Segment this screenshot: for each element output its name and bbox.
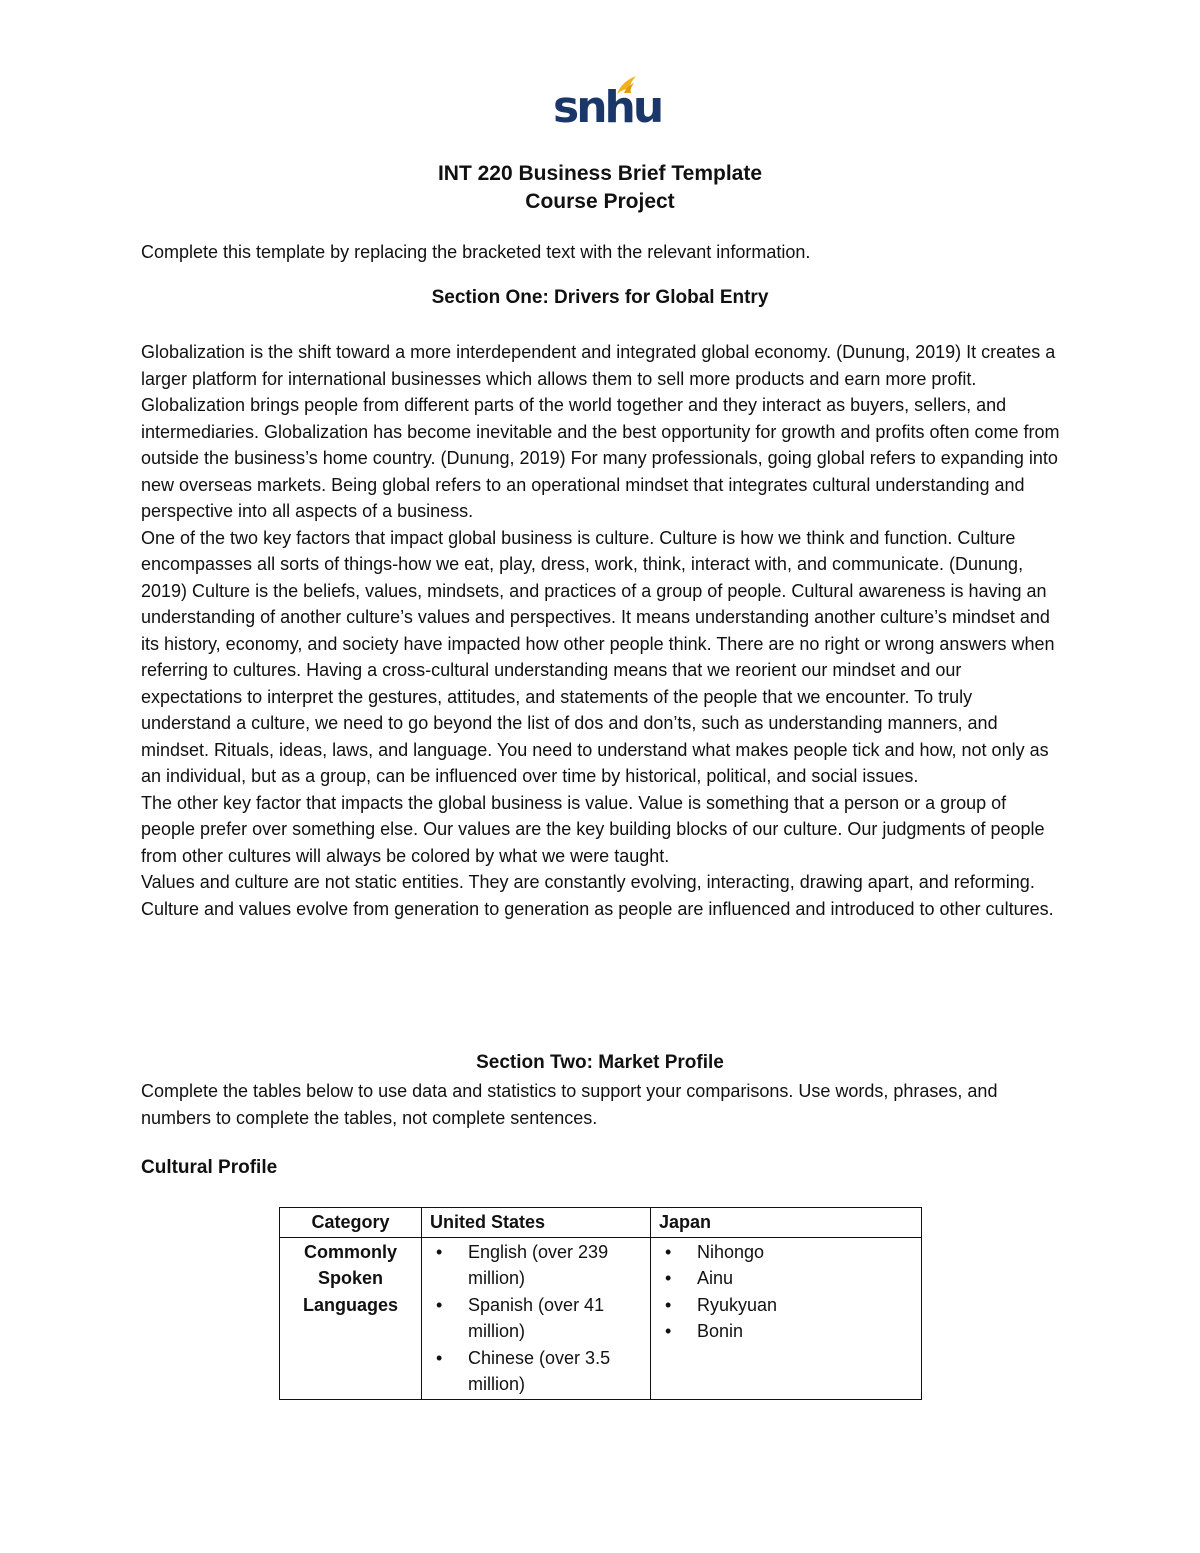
document-subtitle: Course Project (525, 190, 675, 213)
category-cell: Commonly Spoken Languages (280, 1237, 422, 1399)
list-item: • English (over 239 million) (430, 1239, 642, 1292)
list-item: • Spanish (over 41 million) (430, 1292, 642, 1345)
section-two-heading: Section Two: Market Profile (476, 1052, 724, 1073)
list-item: • Nihongo (659, 1239, 913, 1266)
list-item: • Chinese (over 3.5 million) (430, 1345, 642, 1398)
paragraph-culture: One of the two key factors that impact global business is culture. Culture is how we think and function. Culture encompasses all sorts of things-how we eat, play, dress, work, think, interact with, and communicate. (Dunung, 2019) Culture is the beliefs, values, mindsets, and practices of a group of people. Cultural awareness is having an understanding of another culture’s values and perspectives. It means understanding another culture’s mindset and its history, economy, and society have impacted how other people think. There are no right or wrong answers when referring to cultures. Having a cross-cultural understanding means that we reorient our mindset and our expectations to interpret the gestures, attitudes, and statements of the people that we encounter. To truly understand a culture, we need to go beyond the list of dos and don’ts, such as understanding manners, and mindset. Rituals, ideas, laws, and language. You need to understand what makes people tick and how, not only as an individual, but as a group, can be influenced over time by historical, political, and social issues. (141, 527, 1055, 786)
document-title-block (0, 160, 1200, 216)
list-item: • Ainu (659, 1265, 913, 1292)
logo-wordmark: snhu (553, 82, 662, 133)
template-instructions: Complete this template by replacing the bracketed text with the relevant information. (141, 242, 811, 262)
us-languages-list (430, 1239, 642, 1398)
cultural-profile-heading: Cultural Profile (141, 1157, 278, 1178)
header-category: Category (280, 1208, 422, 1238)
table-header-row (280, 1208, 922, 1238)
section-one-heading: Section One: Drivers for Global Entry (431, 287, 769, 308)
list-item: • Bonin (659, 1318, 913, 1345)
snhu-logo (553, 74, 662, 134)
japan-languages-list (659, 1239, 913, 1345)
cultural-profile-table (279, 1207, 922, 1400)
document-title: INT 220 Business Brief Template (437, 162, 763, 185)
section-two-instructions: Complete the tables below to use data and statistics to support your comparisons. Use words, phrases, and numbers to complete the tables, not complete sentences. (141, 1081, 998, 1128)
header-united-states: United States (422, 1208, 651, 1238)
table-row (280, 1237, 922, 1399)
header-japan: Japan (651, 1208, 922, 1238)
list-item: • Ryukyuan (659, 1292, 913, 1319)
paragraph-values-and-culture: Values and culture are not static entities. They are constantly evolving, interacting, drawing apart, and reforming. Culture and values evolve from generation to generation as people are influenced and introduced to other cultures. (141, 872, 1054, 919)
section-one-body (141, 339, 1061, 922)
united-states-cell (422, 1237, 651, 1399)
paragraph-globalization: Globalization is the shift toward a more interdependent and integrated global economy. (Dunung, 2019) It creates a larger platform for international businesses which allows them to sell more products and earn more profit. Globalization brings people from different parts of the world together and they interact as buyers, sellers, and intermediaries. Globalization has become inevitable and the best opportunity for growth and profits often come from outside the business’s home country. (Dunung, 2019) For many professionals, going global refers to expanding into new overseas markets. Being global refers to an operational mindset that integrates cultural understanding and perspective into all aspects of a business. (141, 342, 1060, 521)
paragraph-value: The other key factor that impacts the global business is value. Value is something that a person or a group of people prefer over something else. Our values are the key building blocks of our culture. Our judgments of people from other cultures will always be colored by what we were taught. (141, 792, 1045, 866)
japan-cell (651, 1237, 922, 1399)
